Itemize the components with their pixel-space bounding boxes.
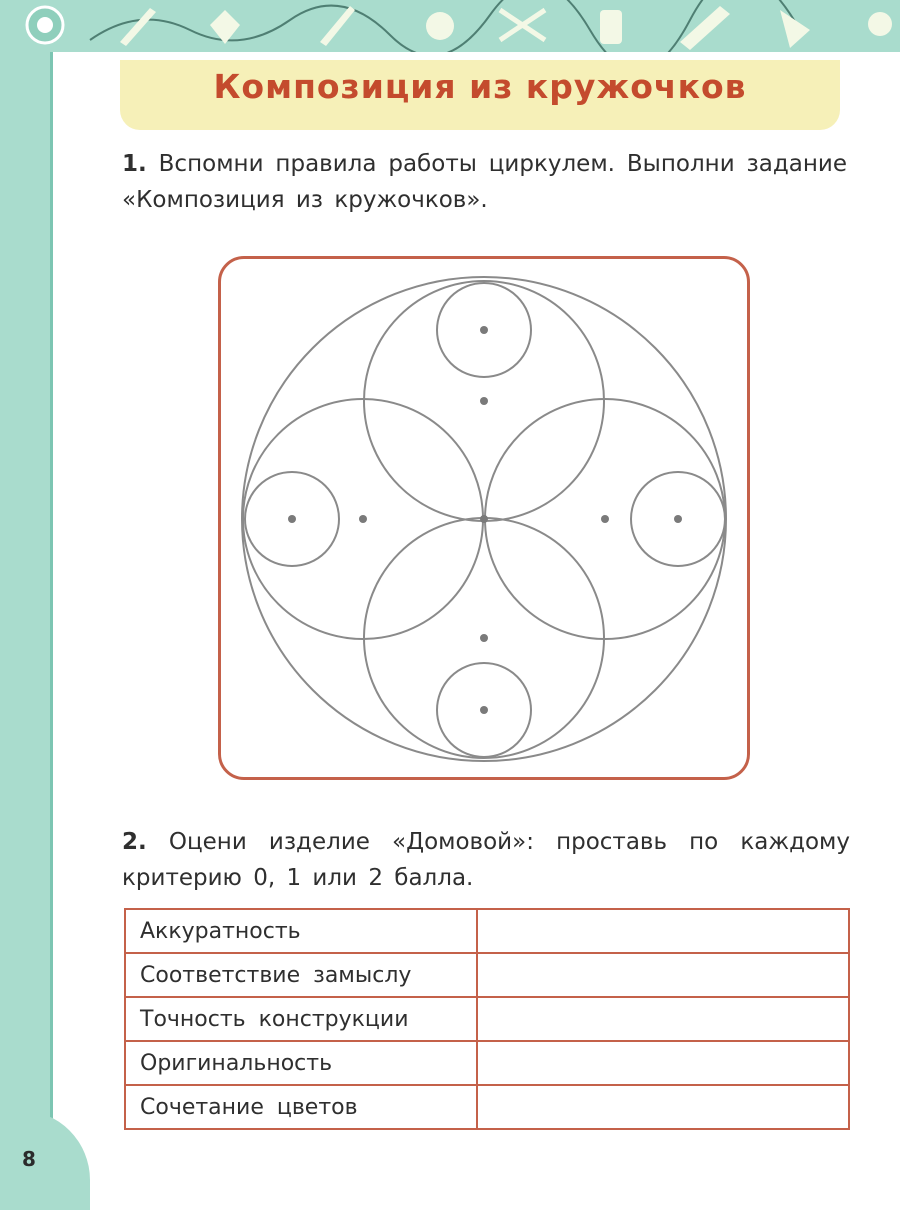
bottom-center-point [480, 634, 488, 642]
comb-icon [680, 6, 730, 50]
task-1-number: 1. [122, 151, 147, 177]
circle-composition [218, 256, 750, 780]
task-2-text: Оцени изделие «Домовой»: проставь по каждому критерию 0, 1 или 2 балла. [122, 829, 851, 891]
page-title: Композиция из кружочков [213, 67, 747, 106]
decorative-tools-pattern [0, 0, 900, 52]
criterion-score-cell[interactable] [477, 909, 849, 953]
left-center-point [359, 515, 367, 523]
left-margin-strip [0, 52, 50, 1200]
left-margin-line [50, 52, 53, 1200]
criterion-score-cell[interactable] [477, 1041, 849, 1085]
table-row [125, 953, 849, 997]
table-row [125, 1041, 849, 1085]
top-center-point [480, 397, 488, 405]
criterion-label: Оригинальность [125, 1041, 477, 1085]
top-small-center-point [480, 326, 488, 334]
thread-spool-icon [426, 12, 454, 40]
bottom-small-center-point [480, 706, 488, 714]
ruler-icon [780, 10, 810, 48]
button-icon [868, 12, 892, 36]
criterion-label: Соответствие замыслу [125, 953, 477, 997]
criterion-label: Аккуратность [125, 909, 477, 953]
right-center-point [601, 515, 609, 523]
brush-icon [320, 6, 355, 46]
criterion-label: Сочетание цветов [125, 1085, 477, 1129]
table-row [125, 909, 849, 953]
task-2-number: 2. [122, 829, 147, 855]
task-2 [122, 824, 850, 896]
center-point [480, 515, 488, 523]
table-row [125, 997, 849, 1041]
criteria-table [124, 908, 850, 1130]
criterion-label: Точность конструкции [125, 997, 477, 1041]
page-number: 8 [22, 1147, 36, 1171]
page-number-tab [0, 1110, 90, 1210]
glue-bottle-icon [600, 10, 622, 44]
task-1 [122, 146, 847, 218]
scissors-icon [500, 10, 545, 40]
criterion-score-cell[interactable] [477, 997, 849, 1041]
task-1-text: Вспомни правила работы циркулем. Выполни задание «Композиция из кружочков». [122, 151, 847, 213]
target-center-icon [37, 17, 53, 33]
left-small-center-point [288, 515, 296, 523]
pencil-icon [120, 8, 156, 46]
criterion-score-cell[interactable] [477, 953, 849, 997]
table-row [125, 1085, 849, 1129]
right-small-center-point [674, 515, 682, 523]
criterion-score-cell[interactable] [477, 1085, 849, 1129]
